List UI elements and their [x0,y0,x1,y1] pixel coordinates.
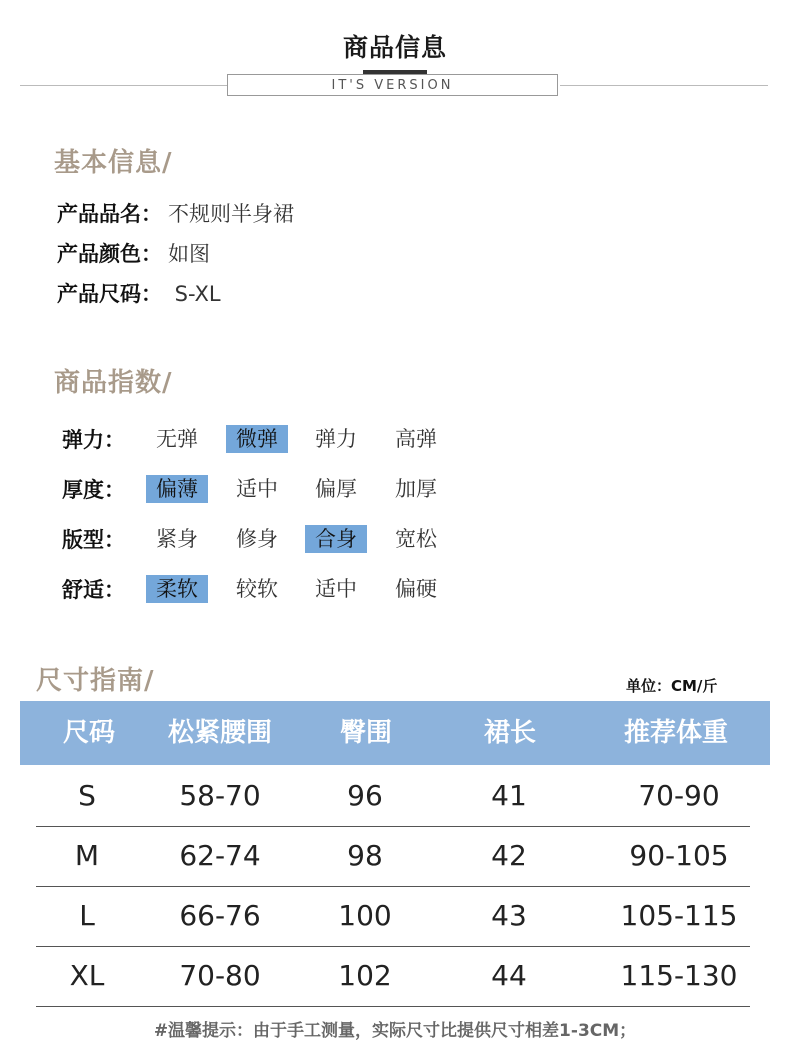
size-guide-title: 尺寸指南/ [36,666,155,696]
table-cell: 100 [338,899,392,932]
column-header: 裙长 [483,718,537,748]
index-option: 适中 [315,577,357,601]
index-label: 厚度： [62,478,125,502]
column-header: 臀围 [339,718,393,748]
index-option-selected: 微弹 [226,425,288,453]
index-option: 高弹 [395,427,437,451]
table-cell: 44 [491,959,527,992]
table-cell: M [74,839,100,872]
table-cell: 66-76 [179,899,261,932]
table-cell: 70-80 [179,959,261,992]
index-option: 无弹 [156,427,198,451]
header-subtitle: IT'S VERSION [227,74,558,96]
table-cell: 43 [491,899,527,932]
info-label: 产品尺码： [57,282,162,306]
table-cell: 115-130 [620,959,738,992]
table-cell: XL [69,959,105,992]
table-cell: 42 [491,839,527,872]
index-option-selected: 偏薄 [146,475,208,503]
table-cell: 96 [347,779,383,812]
index-option-selected: 合身 [305,525,367,553]
index-option: 宽松 [395,527,437,551]
table-cell: 41 [491,779,527,812]
info-row-size [57,278,221,308]
page-title: 商品信息 [342,33,447,62]
column-header: 尺码 [62,718,116,748]
index-option: 偏硬 [395,577,437,601]
index-label: 舒适： [62,578,125,602]
info-row-color [57,238,210,268]
table-cell: S [78,779,96,812]
footnote: #温馨提示：由于手工测量，实际尺寸比提供尺寸相差1-3CM； [153,1021,637,1041]
info-value: 如图 [168,242,210,266]
table-cell: 58-70 [179,779,261,812]
table-row [36,886,750,947]
info-value: 不规则半身裙 [168,202,294,226]
info-value: S-XL [168,282,221,306]
column-header: 推荐体重 [623,718,729,748]
table-row [36,826,750,887]
table-cell: 62-74 [179,839,261,872]
index-option: 较软 [236,577,278,601]
size-table-header [20,701,770,765]
index-option: 修身 [236,527,278,551]
table-cell: 90-105 [629,839,729,872]
index-option: 偏厚 [315,477,357,501]
table-cell: 98 [347,839,383,872]
unit-note: 单位：CM/斤 [626,677,718,695]
header-divider-right [560,85,768,86]
column-header: 松紧腰围 [167,718,273,748]
basic-info-title: 基本信息/ [54,148,173,178]
table-row [36,766,750,827]
index-option: 紧身 [156,527,198,551]
product-index-title: 商品指数/ [54,368,173,398]
index-option: 适中 [236,477,278,501]
table-row [36,946,750,1007]
table-cell: L [79,899,95,932]
table-cell: 105-115 [620,899,738,932]
table-cell: 102 [338,959,392,992]
header-divider-left [20,85,227,86]
index-label: 弹力： [62,428,125,452]
info-label: 产品颜色： [57,242,162,266]
info-label: 产品品名： [57,202,162,226]
index-option-selected: 柔软 [146,575,208,603]
index-option: 加厚 [395,477,437,501]
table-cell: 70-90 [638,779,720,812]
index-label: 版型： [62,528,125,552]
index-option: 弹力 [315,427,357,451]
info-row-name [57,198,294,228]
